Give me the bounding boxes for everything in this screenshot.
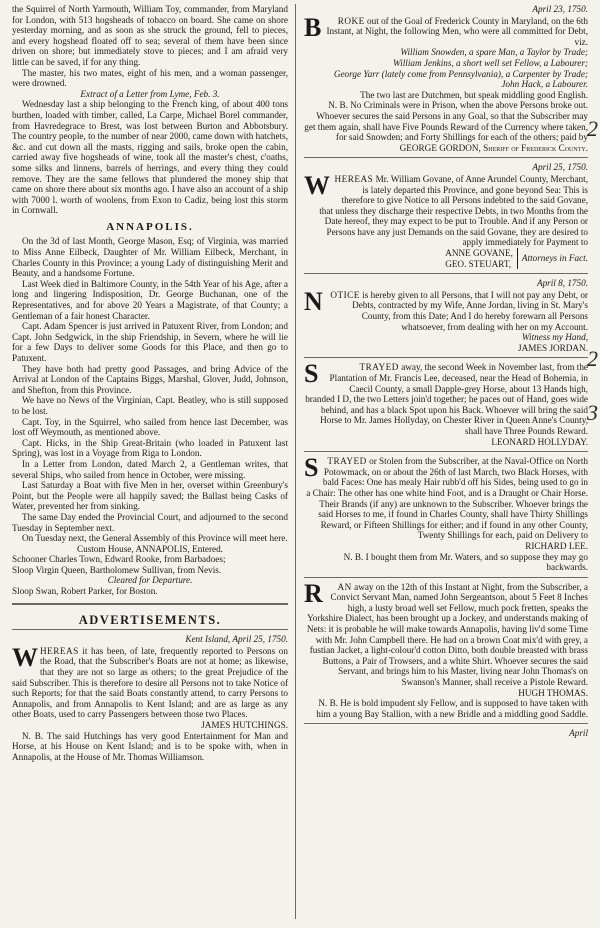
ad-text: Mr. William Govane, of Anne Arundel County, Merchant, is lately departed this Province, and gone beyond Sea: This is therefore to give Notice to all Persons indebted to the said Govane, that unless they discharge their respective Debts, in two Months from the Date hereof, they may expect to be put to Trouble. And if any Person or Persons have any just Demands on the said Govane, they are desired to apply immediately for Payment to [319,173,588,248]
ad-text: The two last are Dutchmen, but speak middling good English. [360,89,588,100]
drop-cap: W [12,642,38,672]
signatory-names [445,248,518,269]
ad-text: is hereby given to all Persons, that I will not pay any Debt, or Debts, contracted by my Wife, Anne Jordan, living in St. Mary's County, from this Date; And I do hereby forewarn all Persons whatsoever, from dealing with her on my Account. [352,289,588,332]
signatory: ANNE GOVANE, [445,248,513,259]
section-divider [12,629,288,630]
news-paragraph: In a Letter from London, dated March 2, a Gentleman writes, that several Ships, who sailed from hence in October, were missing. [12,458,288,480]
ad-body [304,286,588,332]
ad-body [304,170,588,248]
escapee-line: William Snowden, a spare Man, a Taylor by Trade; [400,47,588,58]
entered-vessel: Sloop Virgin Queen, Bartholomew Sullivan, from Nevis. [12,564,222,575]
cleared-heading: Cleared for Departure. [107,575,193,586]
ad-note: N. B. The said Hutchings has very good Entertainment for Man and Horse, at his House on Kent Island; and is to be spoke with, when in Annapolis, at the House of Mr. Thomas Williamson. [12,730,288,762]
advertisement-hollyday [304,359,588,447]
ad-signature: JAMES JORDAN. [518,342,588,353]
ad-divider [304,723,588,724]
ad-date: Kent Island, April 25, 1750. [185,634,288,645]
signatory: GEO. STEUART, [445,258,512,269]
ad-date: April 23, 1750. [532,4,588,14]
catchword: April [569,728,588,739]
ad-signature: HUGH THOMAS. [518,687,588,698]
ad-lead-word: AN [337,581,352,592]
news-paragraph: On Tuesday next, the General Assembly of this Province will meet here. [22,533,288,544]
ad-witness: Witness my Hand, [521,332,588,343]
ad-divider [304,451,588,452]
attorneys-label: Attorneys in Fact. [521,253,588,264]
ad-lead-word: ROKE [337,15,365,26]
ad-signature-block [304,248,588,269]
ad-text: it has been, of late, frequently reported to Persons on the Road, that the Subscriber's Boats are not at home; as likewise, that they are not so large as others; to the great Prejudice of the said Subscriber. This is therefore to desire all Persons not to take Notice of such Reports; for that the said Boats constantly attend, to carry Persons to Annapolis, and from Annapolis to Kent Island; and are as large as any other Boats, used to carry Passengers between those two Places. [12,645,288,720]
ad-signature: RICHARD LEE. [525,540,588,551]
ad-lead-word: OTICE [330,289,360,300]
margin-annotation: 2 [587,346,598,371]
news-paragraph: The master, his two mates, eight of his men, and a woman passenger, were drowned. [12,67,288,89]
news-paragraph: the Squirrel of North Yarmouth, William Toy, commander, from Maryland for London, with 513 hogsheads of tobacco on board. She came on shore yesterday morning, and as soon as she struck the ground, fell to pieces, and every hogshead floated off to sea; several of them have been since driven on shore; but immediately stove to pieces; and I am afraid very little can be saved, if for any thing. [12,4,288,67]
escapee-line: William Jenkins, a short well set Fellow, a Labourer; [393,57,588,68]
news-paragraph: Wednesday last a ship belonging to the French king, of about 400 tons burthen, loaded with timber, called, La Carpe, Michael Borel commander, from Havredegrace to Brest, was lost between Burton and Abbotsbury. The country people, to the number of near 2000, came down with hatchets, &c. and cut down all the masts, rigging and sails, broke open the cabin, carried away five hogsheads of wine, took all the master's chest, c'oaths, some silks and linnens, barrels of herrings, and every thing they could remove. They are the same fellows that plundered the money ship that came on shore there about six months ago. I have also an account of a ship with 7000 l. worth of woolens, from Exon to Cadiz, being lost this storm in Cornwall. [12,99,288,216]
ad-note: N. B. I bought them from Mr. Waters, and so suppose they may go backwards. [343,551,588,573]
ad-body [12,642,288,720]
ad-signature: LEONARD HOLLYDAY. [491,436,588,447]
ad-date: April 8, 1750. [536,278,588,289]
entered-vessel: Schooner Charles Town, Edward Rooke, from Barbadoes; [12,554,226,565]
escapee-line: George Yarr (lately come from Pennsylvania), a Carpenter by Trade; [333,68,588,79]
advertisement-govane [304,162,588,269]
news-paragraph: Capt. Toy, in the Squirrel, who sailed from hence last December, was lost off Weymouth, as mentioned above. [12,416,288,438]
escapee-line: John Hack, a Labourer. [501,79,588,90]
ad-lead-word: HEREAS [40,645,79,656]
news-paragraph: Capt. Hicks, in the Ship Great-Britain (who loaded in Patuxent last Spring), was lost in a Voyage from Riga to London. [12,437,288,459]
ad-text: out of the Goal of Frederick County in Maryland, on the 6th Instant, at Night, the following Men, who were all committed for Debt, viz. [326,15,588,47]
ad-body [304,359,588,436]
ad-text: Whoever secures the said Persons in any Goal, so that the Subscriber may get them again, shall have Five Pounds Reward of the Currency where taken, for said Snowden; and Forty Shillings for each of the others; paid by [304,110,588,143]
ad-text: away on the 12th of this Instant at Night, from the Subscriber, a Convict Servant Man, named John Sergeantson, about 5 Feet 8 Inches high, a lusty broad well set Fellow, much pock fretten, speaks the Yorkshire Dialect, has been brought up a Jockey, and understands making of Nets: it is probable he will make towards Annapolis, having liv'd some Time with Mr. John Campbell there. He had on a brown Coat mix'd with grey, a fustian Jacket, a light-colour'd cotton Ditto, both double breasted with brass Buttons, a Pair of Trowsers, and a white Shirt. Whoever secures the said Servant, and brings him to his Master, living near John Thomas's on Swanson's Manner, shall receive a Pistole Reward. [306,581,588,688]
ad-divider [304,157,588,158]
section-divider [12,603,288,605]
ad-body [304,578,588,688]
drop-cap: S [304,359,319,389]
right-column [304,4,588,739]
news-paragraph: We have no News of the Virginian, Capt. Beatley, who is still supposed to be lost. [12,395,288,416]
news-paragraph: Capt. Adam Spencer is just arrived in Patuxent River, from London; and Capt. John Sedgwick, in the ship Friendship, in Severn, where he will lie for a few Days to deliver some Goods for this Place, and then go to Patuxent. [12,321,288,363]
section-heading-annapolis: ANNAPOLIS. [106,220,194,233]
advertisement-thomas [304,578,588,720]
margin-annotation: 3 [587,400,598,425]
news-paragraph: Last Saturday a Boat with five Men in her, overset within Greenbury's Point, but the People were all happily saved; the Ballast being Casks of Water, prevented her from sinking. [12,480,288,512]
drop-cap: B [304,12,322,42]
ad-date: April 25, 1750. [532,162,588,173]
advertisement-lee [304,453,588,573]
left-column [12,4,288,764]
news-paragraph: They have both had pretty good Passages, and bring Advice of the Arrival at London of the Captains Biggs, Marshal, Glover, Judd, Johnson, and Shefton, from this Province. [12,363,288,395]
ad-text: or Stolen from the Subscriber, at the Naval-Office on North Potowmack, on or about the 26th of last March, two Black Horses, with bald Faces: One has mealy Hair rubb'd off his Sides, being used to go in a Chair: The other has one white hind Foot, and is a Draught or Chair Horse. Their Brands (if any) are unknown to the Subscriber. Whoever brings the said Horses to me, if found in Charles County, shall have Thirty Shillings Reward, or Fifteen Shillings for either; and if found in any other County, Twenty Shillings for each, paid on Delivery to [306,456,588,541]
ad-signature: GEORGE GORDON, Sheriff of Frederick County. [399,142,588,153]
section-heading-advertisements: ADVERTISEMENTS. [78,612,222,627]
ad-note: N. B. He is bold impudent sly Fellow, and is supposed to have taken with him a young Bay Stallion, with a new Bridle and a middling good Saddle. [316,698,588,719]
ad-body [304,12,588,48]
ad-body [304,453,588,541]
ad-divider [304,357,588,358]
drop-cap: R [304,578,323,608]
ad-divider [304,273,588,274]
news-paragraph: On the 3d of last Month, George Mason, Esq; of Virginia, was married to Miss Anne Eilbeck, Daughter of Mr. William Eilbeck, Merchant, in Charles County in this Province; a young Lady of distinguishing Merit and Beauty, and a handsome Fortune. [12,236,288,279]
advertisement-hutchings [12,634,288,762]
ad-divider [304,577,588,578]
column-divider [295,4,296,919]
ad-lead-word: TRAYED [359,362,399,373]
ad-signature: JAMES HUTCHINGS. [201,720,288,730]
news-paragraph: Last Week died in Baltimore County, in the 54th Year of his Age, after a long and lingering Indisposition, Dr. George Buchanan, one of the Representatives, and for above 20 Years a Magistrate, of that County; a Gentleman of a fair honest Character. [12,278,288,321]
drop-cap: S [304,453,319,483]
ad-text: away, the second Week in November last, from the Plantation of Mr. Francis Lee, deceased, near the Head of Bohemia, in Caecil County, a small Dapple-grey Horse, about 13 Hands high, branded I D, the two Letters join'd together; he paces out of Hand, goes wide behind, and has a black Spot upon his Back. Whoever will bring the said Horse to Mr. James Hollyday, on Chester River in Queen Anne's County, shall have Three Pounds Reward. [305,362,588,436]
ad-note: N. B. No Criminals were in Prison, when the above Persons broke out. [328,100,588,111]
cleared-vessel: Sloop Swan, Robert Parker, for Boston. [12,586,158,597]
ad-lead-word: HEREAS [334,173,374,184]
advertisement-gordon [304,4,588,153]
advertisement-jordan [304,278,588,353]
ad-lead-word: TRAYED [327,456,367,467]
drop-cap: N [304,286,323,316]
margin-annotation: 2 [587,116,598,141]
news-paragraph: The same Day ended the Provincial Court, and adjourned to the second Tuesday in September next. [12,511,288,533]
custom-house-heading: Custom House, ANNAPOLIS, Entered. [77,543,223,554]
extract-heading: Extract of a Letter from Lyme, Feb. 3. [80,88,220,99]
drop-cap: W [304,170,330,200]
